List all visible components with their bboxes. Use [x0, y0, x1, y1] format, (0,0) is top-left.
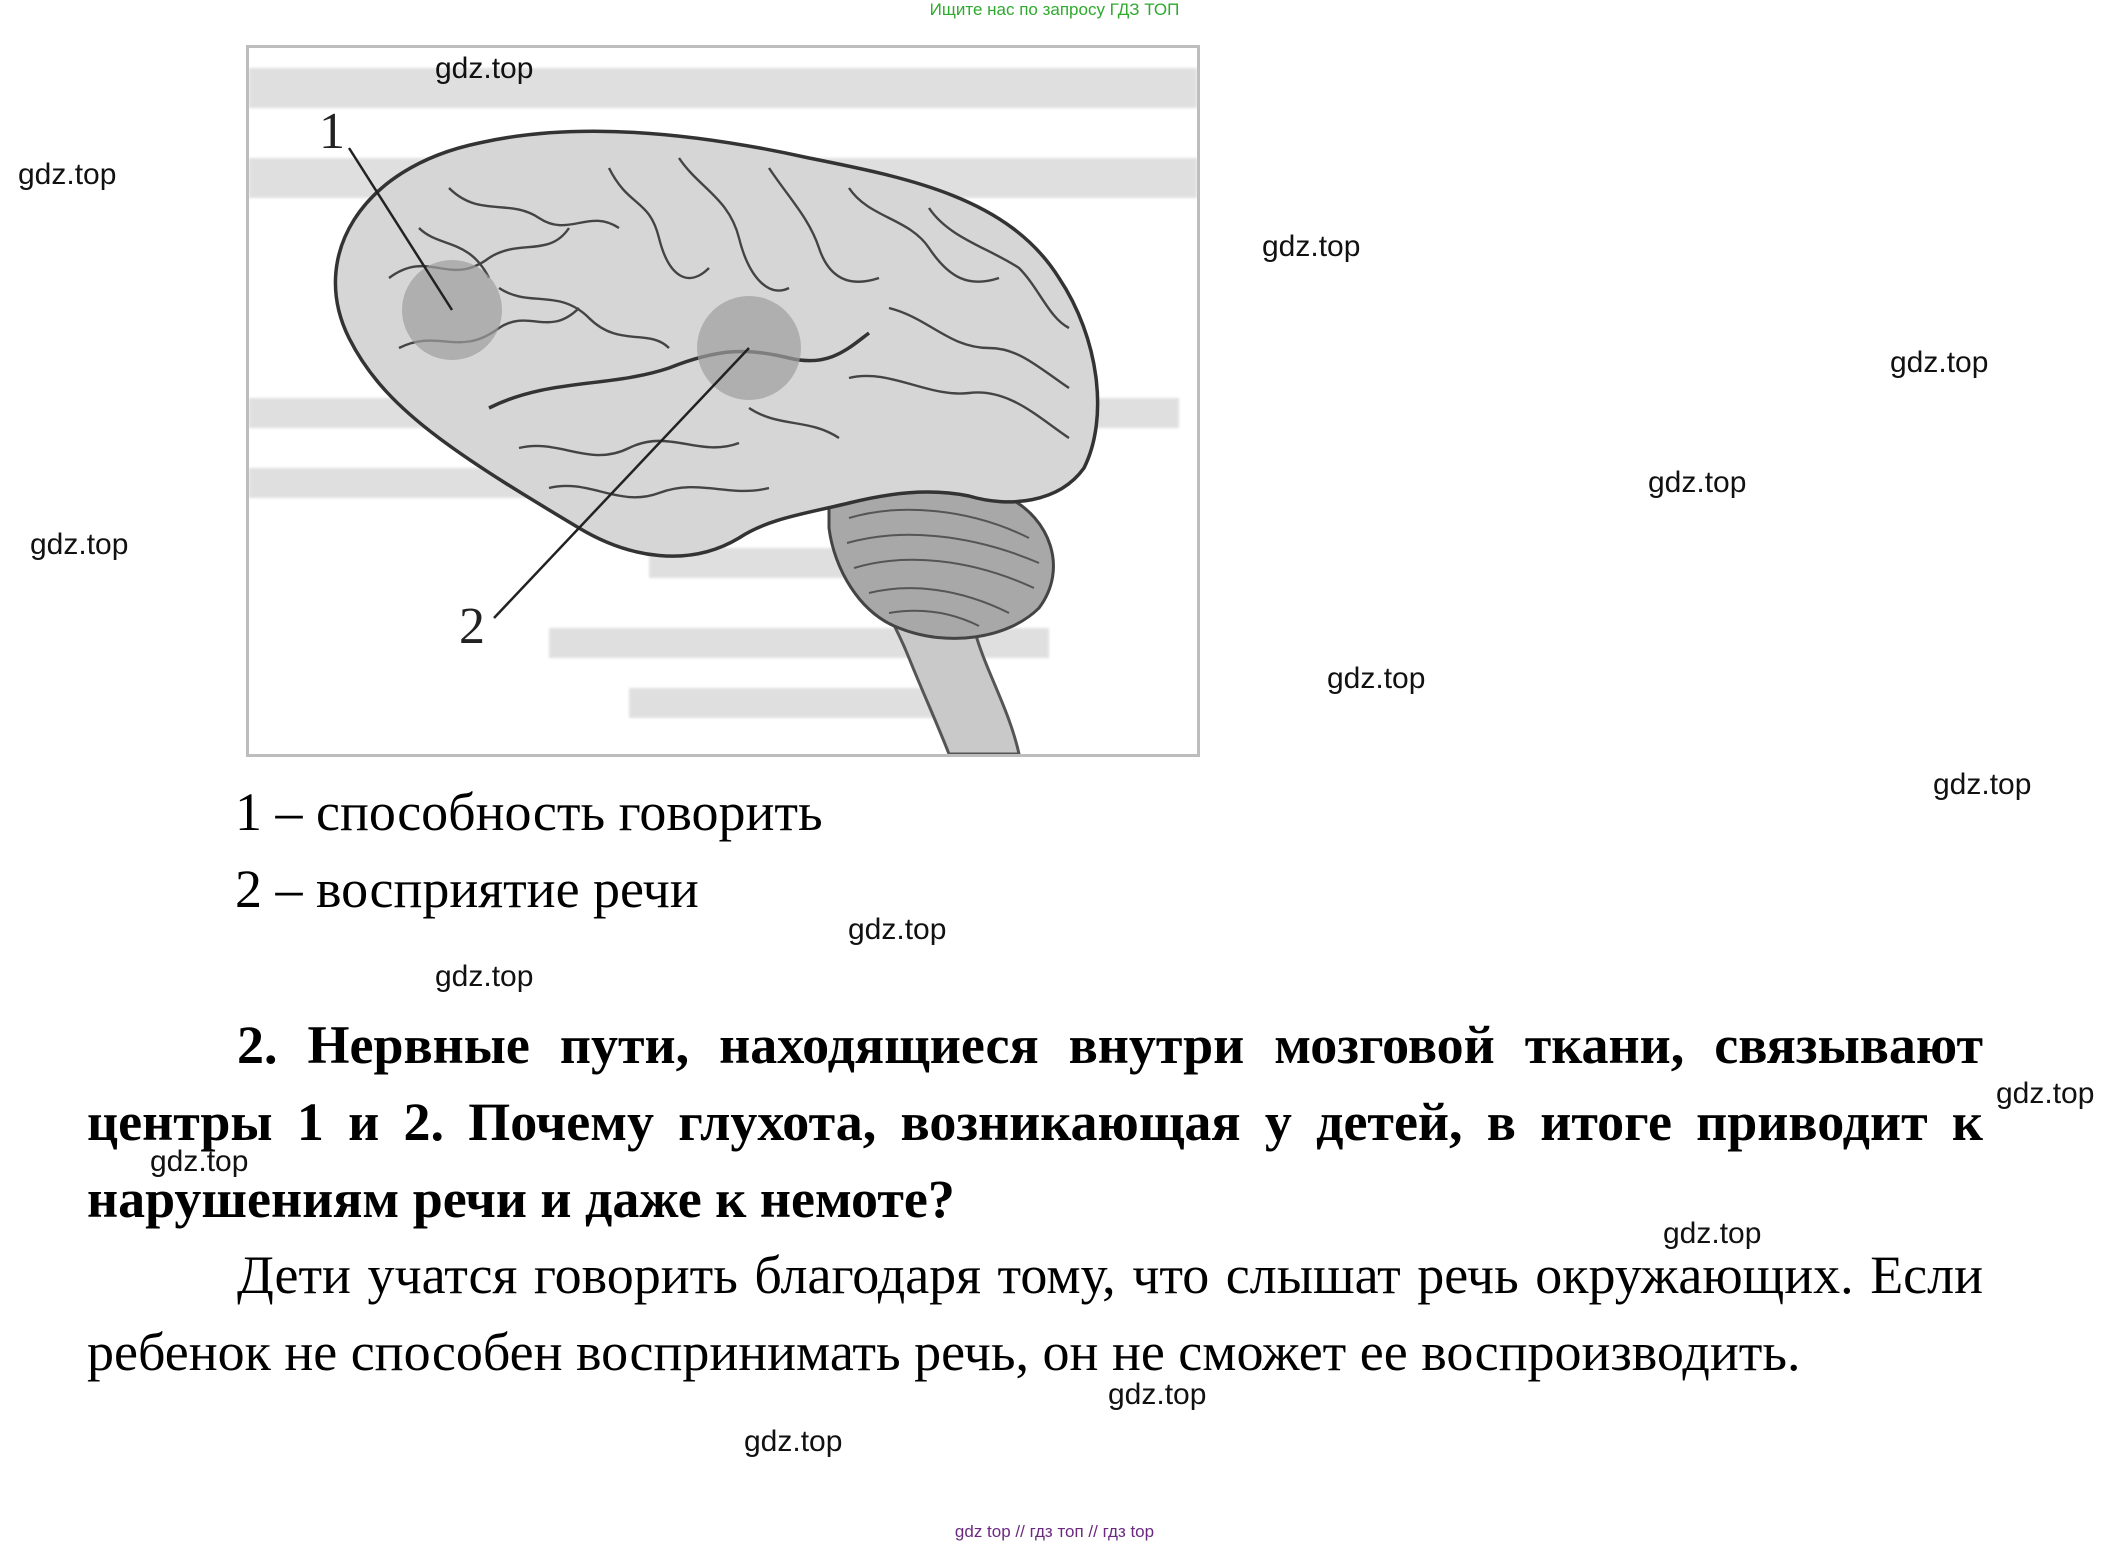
figure-label-1: 1: [319, 103, 345, 160]
legend-item-1: 1 – способность говорить: [235, 782, 823, 842]
watermark: gdz.top: [1890, 346, 1989, 379]
watermark: gdz.top: [1996, 1077, 2095, 1110]
watermark: gdz.top: [30, 528, 129, 561]
brain-figure: [246, 45, 1200, 757]
footer-links[interactable]: gdz top // гдз топ // гдз top: [954, 1522, 1155, 1541]
watermark: gdz.top: [744, 1425, 843, 1458]
watermark: gdz.top: [1648, 466, 1747, 499]
watermark: gdz.top: [435, 52, 534, 85]
answer-text: Дети учатся говорить благодаря тому, что слышат речь окружающих. Если ребенок не способен воспринимать речь, он не сможет ее воспроизводить.: [87, 1245, 1983, 1382]
top-banner[interactable]: Ищите нас по запросу ГДЗ ТОП: [929, 0, 1180, 19]
watermark: gdz.top: [848, 913, 947, 946]
watermark: gdz.top: [150, 1145, 249, 1178]
watermark: gdz.top: [1262, 230, 1361, 263]
watermark: gdz.top: [435, 960, 534, 993]
watermark: gdz.top: [1933, 768, 2032, 801]
figure-label-2: 2: [459, 598, 485, 655]
question-text: 2. Нервные пути, находящиеся внутри мозговой ткани, связывают центры 1 и 2. Почему глухота, возникающая у детей, в итоге приводит к нарушениям речи и даже к немоте?: [87, 1015, 1983, 1229]
watermark: gdz.top: [1663, 1217, 1762, 1250]
brain-illustration: [249, 48, 1197, 754]
watermark: gdz.top: [18, 158, 117, 191]
legend-item-2: 2 – восприятие речи: [235, 859, 699, 919]
watermark: gdz.top: [1108, 1378, 1207, 1411]
watermark: gdz.top: [1327, 662, 1426, 695]
